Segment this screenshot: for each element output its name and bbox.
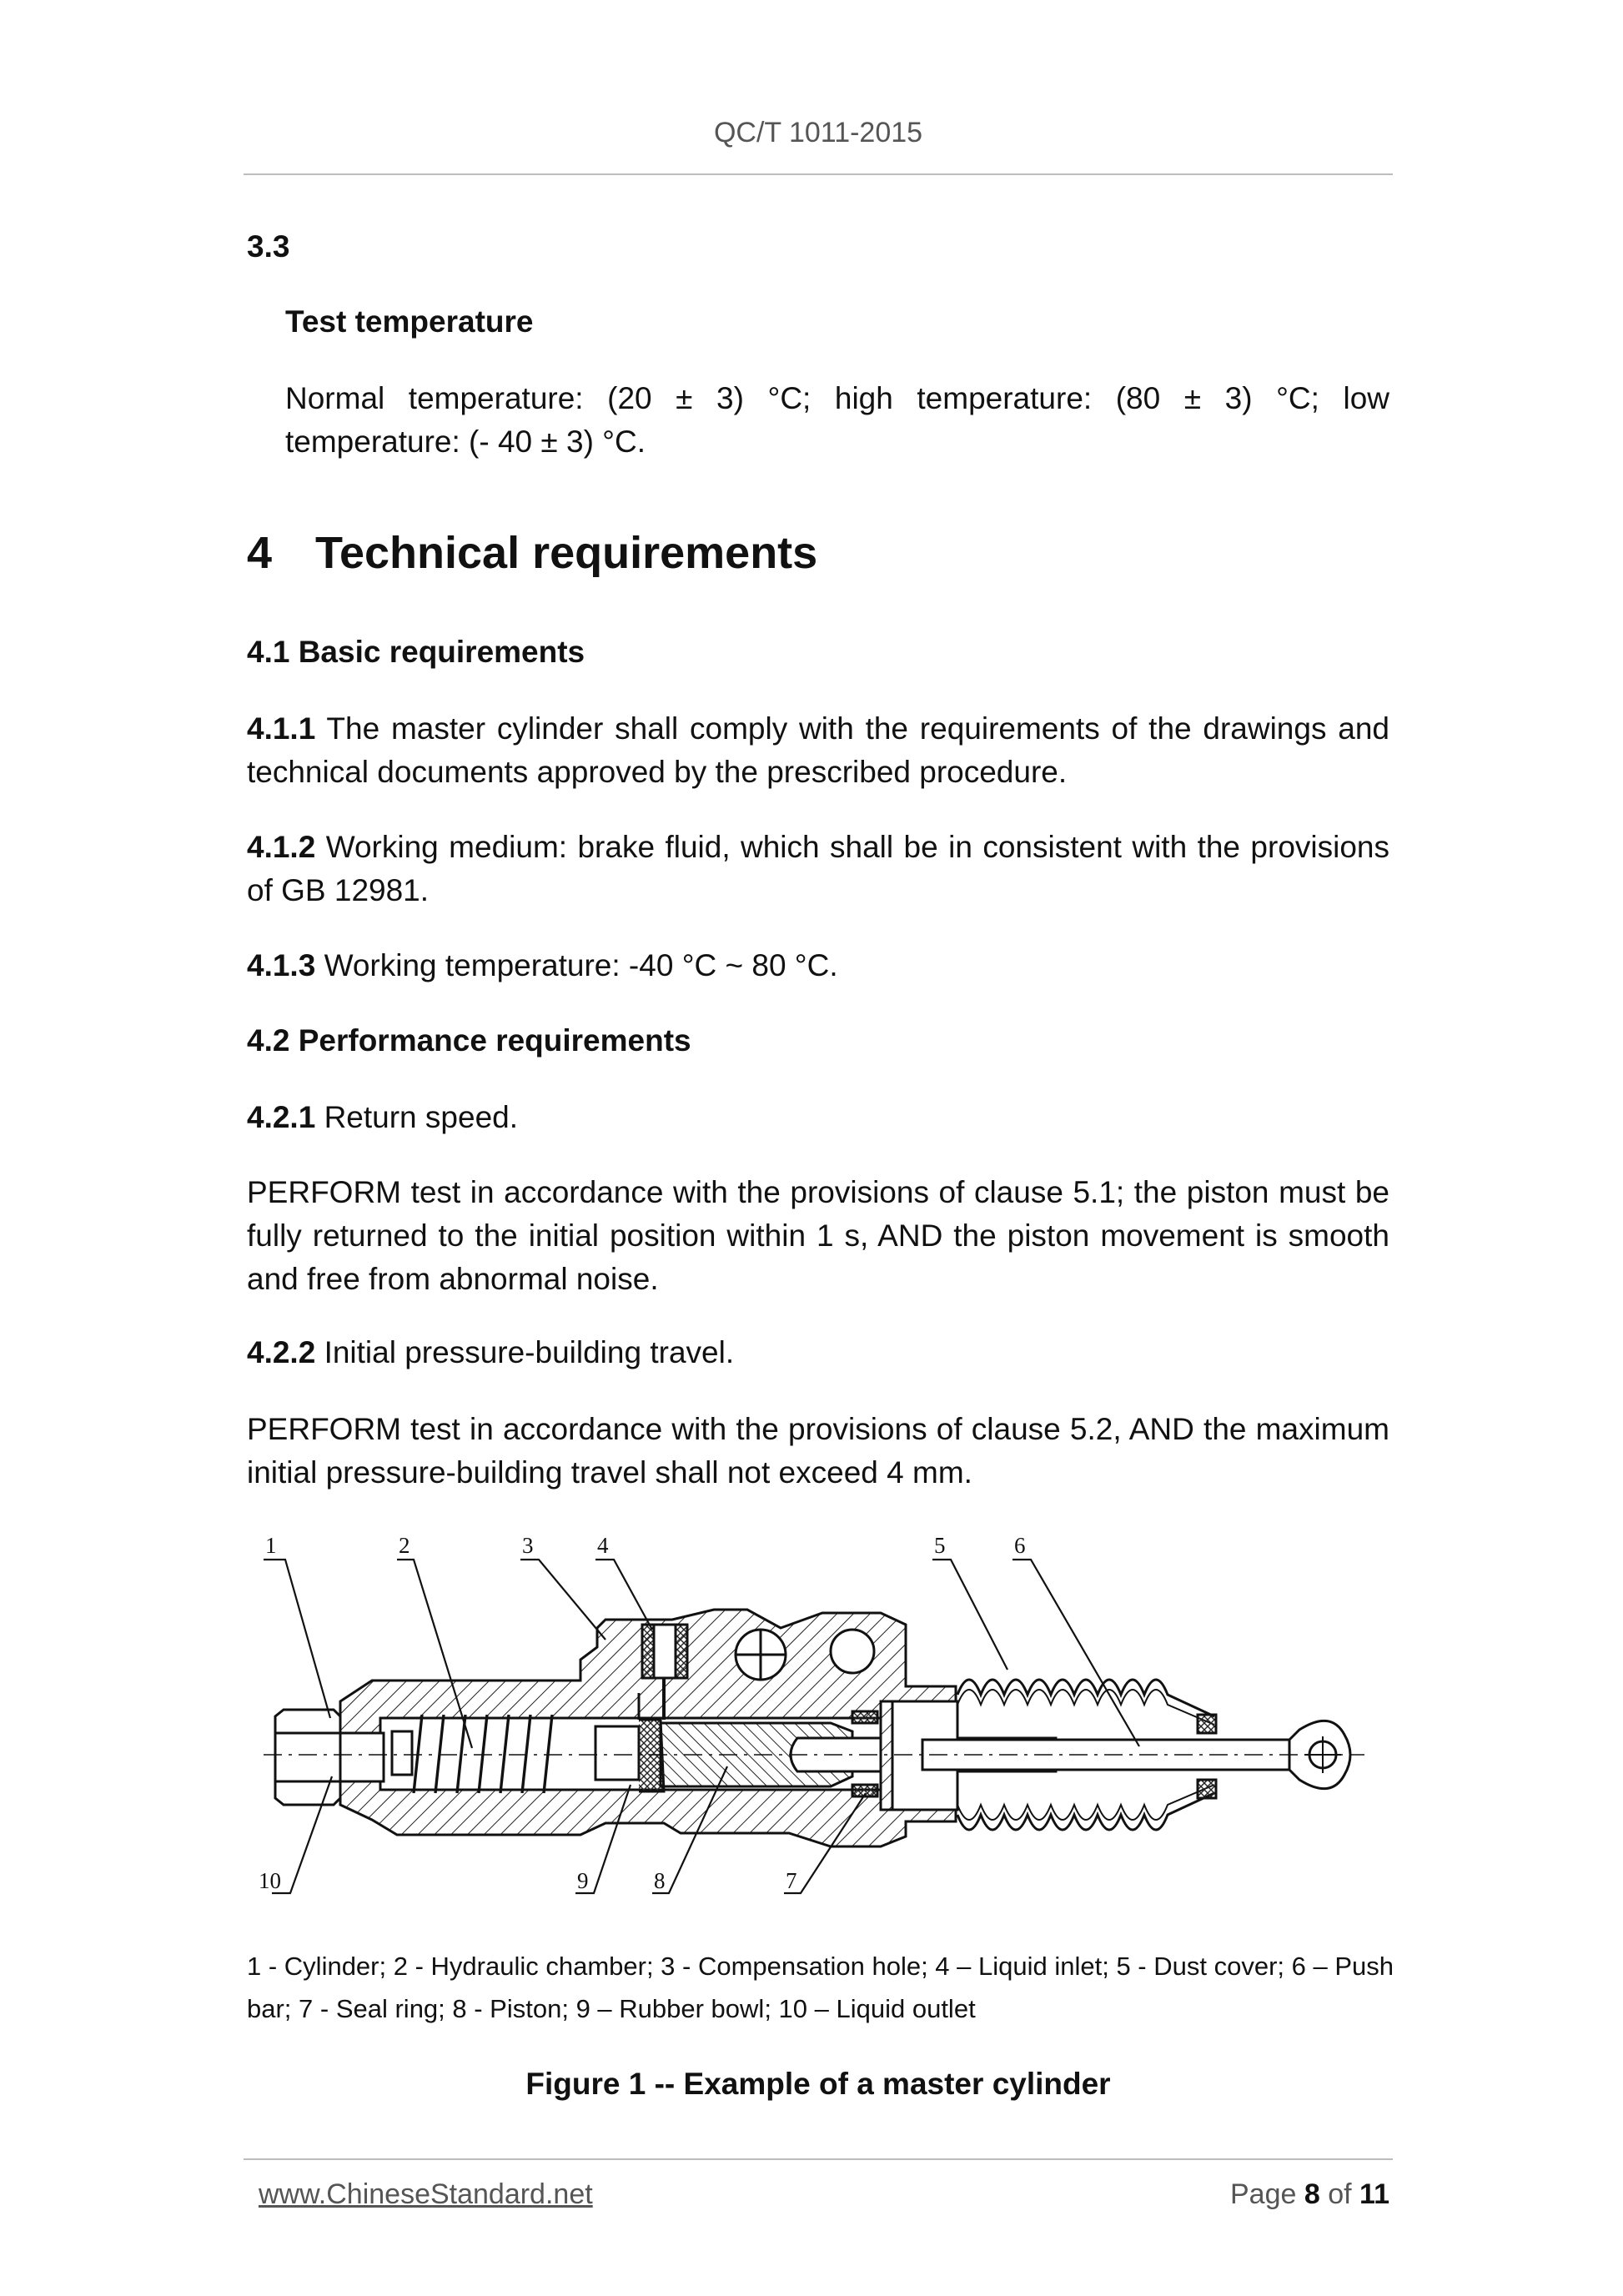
- callout-2: 2: [399, 1533, 410, 1558]
- section-4-title: Technical requirements: [315, 528, 818, 578]
- header-standard-code: QC/T 1011-2015: [713, 117, 923, 148]
- clause-4-1-3: [247, 944, 1389, 987]
- callout-1: 1: [265, 1533, 277, 1558]
- clause-4-1-1-number: 4.1.1: [247, 711, 316, 746]
- clause-4-1-3-text: Working temperature: -40 °C ~ 80 °C.: [324, 948, 838, 982]
- section-4-number: 4: [247, 528, 273, 578]
- callout-8: 8: [654, 1868, 666, 1893]
- clause-4-2-1-number: 4.2.1: [247, 1100, 316, 1134]
- figure-legend: 1 - Cylinder; 2 - Hydraulic chamber; 3 - Compensation hole; 4 – Liquid inlet; 5 - Dust cover; 6 – Push bar; 7 - Seal ring; 8 - Piston; 9 – Rubber bowl; 10 – Liquid outlet: [247, 1952, 1394, 2023]
- callout-9: 9: [577, 1868, 589, 1893]
- header-rule: [244, 173, 1393, 175]
- clause-4-1-3-number: 4.1.3: [247, 948, 316, 982]
- clause-4-1-title: 4.1 Basic requirements: [247, 635, 585, 669]
- clause-4-2-1: [247, 1096, 1389, 1139]
- clause-4-1-1-text: The master cylinder shall comply with the requirements of the drawings and technical documents approved by the prescribed procedure.: [247, 711, 1389, 789]
- footer-site-link[interactable]: www.ChineseStandard.net: [259, 2178, 593, 2210]
- page-of: of: [1328, 2178, 1352, 2210]
- callout-7: 7: [786, 1868, 797, 1893]
- callout-3: 3: [522, 1533, 534, 1558]
- callout-6: 6: [1014, 1533, 1026, 1558]
- page-total: 11: [1359, 2178, 1389, 2210]
- page-prefix: Page: [1230, 2178, 1297, 2210]
- callout-10: 10: [259, 1868, 281, 1893]
- master-cylinder-figure: [247, 1526, 1389, 1927]
- clause-4-1-2: [247, 826, 1389, 912]
- footer-page-number: [1084, 2178, 1389, 2211]
- clause-4-1-1: [247, 707, 1389, 794]
- clause-4-2-2-text: Initial pressure-building travel.: [324, 1335, 735, 1369]
- clause-4-1-2-number: 4.1.2: [247, 830, 316, 864]
- clause-4-2-1-body: PERFORM test in accordance with the provisions of clause 5.1; the piston must be fully returned to the initial position within 1 s, AND the piston movement is smooth and free from abnormal noise.: [247, 1175, 1389, 1296]
- figure-caption: Figure 1 -- Example of a master cylinder: [525, 2067, 1111, 2101]
- clause-4-2-2: [247, 1331, 1389, 1374]
- clause-3-3-number: 3.3: [247, 229, 290, 264]
- clause-4-2-1-text: Return speed.: [324, 1100, 519, 1134]
- clause-4-2-title: 4.2 Performance requirements: [247, 1023, 691, 1058]
- footer-rule: [244, 2158, 1393, 2160]
- clause-4-2-2-number: 4.2.2: [247, 1335, 316, 1369]
- callout-4: 4: [597, 1533, 609, 1558]
- page-current: 8: [1304, 2178, 1320, 2210]
- clause-3-3-text: Normal temperature: (20 ± 3) °C; high temperature: (80 ± 3) °C; low temperature: (- 40 ± 3) °C.: [285, 381, 1389, 459]
- callout-5: 5: [934, 1533, 946, 1558]
- clause-3-3-title: Test temperature: [285, 304, 534, 339]
- cylinder-drawing: [264, 1610, 1364, 1846]
- clause-4-2-2-body: PERFORM test in accordance with the provisions of clause 5.2, AND the maximum initial pressure-building travel shall not exceed 4 mm.: [247, 1412, 1389, 1490]
- clause-4-1-2-text: Working medium: brake fluid, which shall be in consistent with the provisions of GB 12981.: [247, 830, 1389, 907]
- section-4-heading: [247, 527, 817, 579]
